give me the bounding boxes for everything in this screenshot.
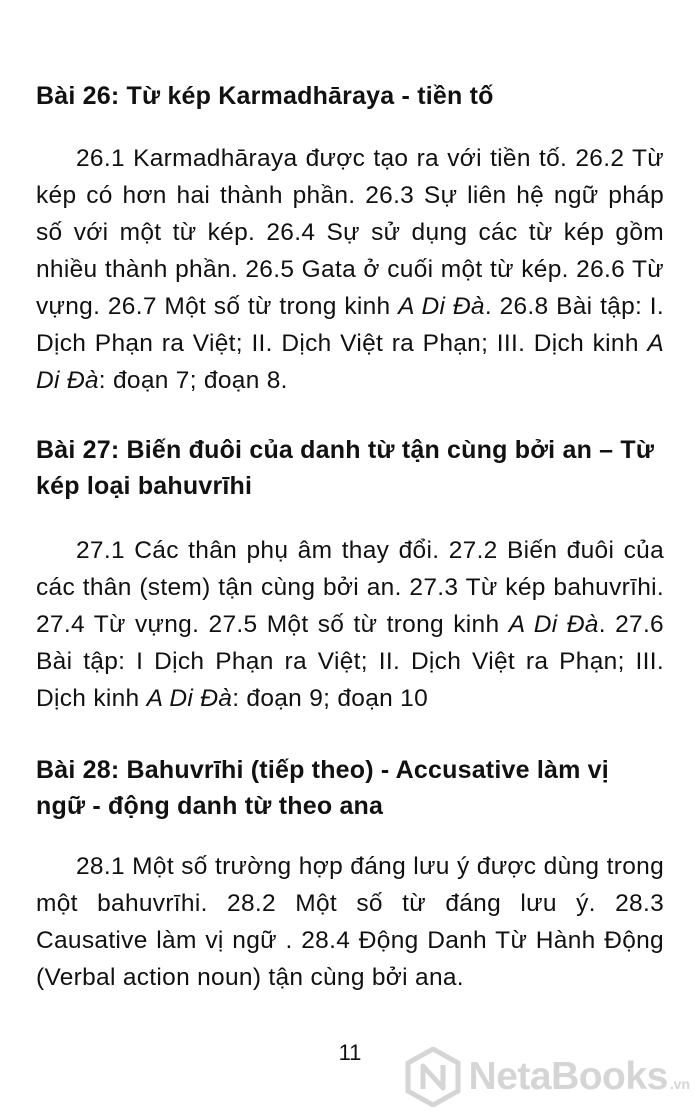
lesson-26-body: 26.1 Karmadhāraya được tạo ra với tiền tố. 26.2 Từ kép có hơn hai thành phần. 26.3 Sự liên hệ ngữ pháp số với một từ kép. 26.4 Sự sử dụng các từ kép gồm nhiều thành phần. 26.5 Gata ở cuối một từ kép. 26.6 Từ vựng. 26.7 Một số từ trong kinh A Di Đà. 26.8 Bài tập: I. Dịch Phạn ra Việt; II. Dịch Việt ra Phạn; III. Dịch kinh A Di Đà: đoạn 7; đoạn 8. [36, 145, 664, 394]
lesson-26-heading: Bài 26: Từ kép Karmadhāraya - tiền tố [36, 82, 494, 110]
document-page [36, 0, 664, 1120]
sutra-title-italic: A Di Đà [146, 685, 233, 712]
lesson-28-body: 28.1 Một số trường hợp đáng lưu ý được dùng trong một bahuvrīhi. 28.2 Một số từ đáng lưu ý. 28.3 Causative làm vị ngữ . 28.4 Động Danh Từ Hành Động (Verbal action noun) tận cùng bởi ana. [36, 853, 664, 991]
sutra-title-italic: A Di Đà [398, 293, 485, 320]
lesson-26 [36, 78, 664, 399]
page-number: 11 [338, 1040, 362, 1065]
watermark-text: NetaBooks [468, 1055, 668, 1098]
lesson-27 [36, 432, 664, 717]
watermark-suffix: .vn [669, 1076, 690, 1092]
lesson-28 [36, 752, 664, 996]
lesson-27-body: 27.1 Các thân phụ âm thay đổi. 27.2 Biến đuôi của các thân (stem) tận cùng bởi an. 27.3 Từ kép bahuvrīhi. 27.4 Từ vựng. 27.5 Một số từ trong kinh A Di Đà. 27.6 Bài tập: I Dịch Phạn ra Việt; II. Dịch Việt ra Phạn; III. Dịch kinh A Di Đà: đoạn 9; đoạn 10 [36, 537, 664, 712]
sutra-title-italic: A Di Đà [36, 330, 664, 394]
netabooks-watermark [405, 1045, 690, 1109]
lesson-27-heading: Bài 27: Biến đuôi của danh từ tận cùng bởi an – Từ kép loại bahuvrīhi [36, 436, 655, 500]
lesson-28-heading: Bài 28: Bahuvrīhi (tiếp theo) - Accusative làm vị ngữ - động danh từ theo ana [36, 756, 609, 820]
sutra-title-italic: A Di Đà [508, 611, 599, 638]
neta-n-logo-icon [405, 1047, 461, 1107]
